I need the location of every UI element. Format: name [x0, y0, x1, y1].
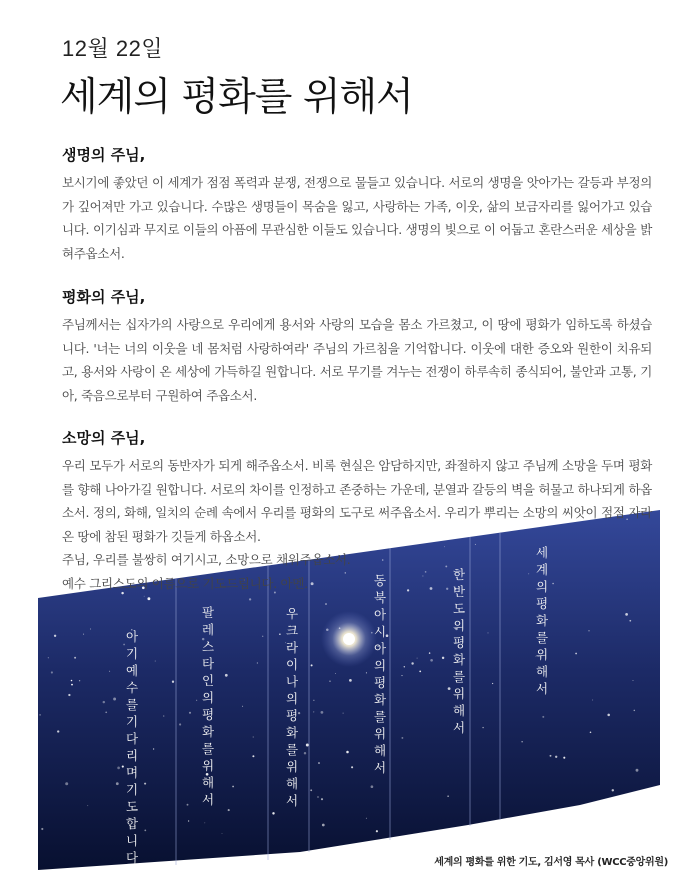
star — [419, 670, 421, 672]
star — [417, 658, 418, 659]
star — [272, 812, 274, 814]
star — [83, 634, 84, 635]
star — [612, 789, 614, 791]
star — [242, 706, 243, 707]
star — [555, 756, 557, 758]
section-hope — [62, 427, 652, 595]
star — [304, 752, 306, 754]
star — [325, 603, 327, 605]
star — [222, 833, 223, 834]
section-body: 보시기에 좋았던 이 세계가 점점 폭력과 분쟁, 전쟁으로 물들고 있습니다. 서로의 생명을 앗아가는 갈등과 부정의가 깊어져만 가고 있습니다. 수많은 생명들이 목숨을 잃고, 사랑하는 가족, 이웃, 삶의 보금자리를 잃어가고 있습니다. 이기심과 무지로 이들의 아픔에 무관심한 이들도 있습니다. 생명의 빛으로 이 어둡고 혼란스러운 세상을 밝혀주옵소서. — [62, 175, 652, 261]
star — [48, 657, 49, 658]
star — [366, 672, 367, 673]
star — [249, 598, 251, 600]
star — [430, 659, 433, 662]
star — [147, 597, 150, 600]
star — [187, 804, 189, 806]
star — [447, 796, 448, 797]
star — [321, 798, 323, 800]
banner-prayer-world: 세계의평화를위해서 — [535, 545, 549, 696]
star — [306, 744, 309, 747]
star — [116, 782, 119, 785]
star — [51, 671, 53, 673]
star — [204, 822, 205, 823]
star — [163, 715, 165, 717]
banner-prayer-korean-peninsula: 한반도의평화를위해서 — [452, 567, 466, 735]
star — [371, 785, 374, 788]
star — [335, 673, 336, 674]
star — [588, 630, 589, 631]
star — [257, 663, 258, 664]
star — [313, 700, 314, 701]
star — [39, 714, 41, 716]
closing-line: 예수 그리스도의 이름으로 기도드립니다. 아멘. — [62, 575, 308, 591]
star — [404, 666, 405, 667]
section-body: 우리 모두가 서로의 동반자가 되게 해주옵소서. 비록 현실은 암담하지만, 좌절하지 않고 주님께 소망을 두며 평화를 향해 나아가길 원합니다. 서로의 차이를 인정하고 존중하는 가운데, 분열과 갈등의 벽을 허물고 하나되게 하옵소서. 정의, 화해, 일치의 순례 속에서 우리를 평화의 도구로 써주옵소서. 우리가 뿌리는 소망의 씨앗이 점점 자라 온 땅에 참된 평화가 깃들게 하옵소서. — [62, 458, 652, 544]
section-peace — [62, 286, 652, 407]
star — [607, 714, 610, 717]
banner-prayer-advent: 아기예수를기다리며기도합니다 — [125, 629, 139, 865]
star — [551, 828, 553, 830]
star — [550, 755, 552, 757]
section-life — [62, 144, 652, 265]
star — [155, 661, 156, 662]
star — [587, 817, 589, 819]
star — [57, 730, 59, 732]
star — [105, 711, 107, 713]
section-heading: 생명의 주님, — [62, 146, 146, 164]
banner-prayer-ukraine: 우크라이나의평화를위해서 — [285, 606, 299, 808]
star — [279, 633, 280, 634]
star — [633, 680, 634, 681]
star — [188, 820, 189, 821]
star — [71, 680, 73, 682]
star — [113, 698, 116, 701]
star — [144, 783, 146, 785]
star — [317, 796, 319, 798]
star — [625, 613, 628, 616]
star — [172, 681, 174, 683]
star — [343, 713, 344, 714]
star — [521, 741, 522, 742]
star — [542, 716, 544, 718]
star — [429, 652, 430, 653]
star — [313, 711, 314, 712]
star — [351, 766, 353, 768]
star — [346, 751, 349, 754]
star — [253, 737, 254, 738]
star — [153, 748, 154, 749]
star — [349, 679, 352, 682]
star — [366, 818, 367, 819]
star — [636, 769, 639, 772]
star — [310, 789, 312, 791]
star — [590, 732, 592, 734]
star — [179, 723, 181, 725]
star — [41, 828, 43, 830]
star — [318, 762, 320, 764]
star — [402, 675, 403, 676]
star — [311, 664, 313, 666]
banner-prayer-northeast-asia: 동북아시아의평화를위해서 — [373, 573, 387, 775]
star — [411, 662, 413, 664]
star — [228, 809, 230, 811]
star — [262, 636, 263, 637]
star — [87, 805, 88, 806]
star — [71, 684, 73, 686]
star — [225, 674, 228, 677]
star — [563, 757, 565, 759]
section-heading: 평화의 주님, — [62, 288, 146, 306]
star — [252, 755, 254, 757]
star — [492, 683, 493, 684]
star — [575, 653, 577, 655]
star — [117, 767, 120, 770]
star — [196, 700, 197, 701]
page-title: 세계의 평화를 위해서 — [60, 75, 413, 120]
star — [54, 635, 56, 637]
star — [189, 712, 191, 714]
star — [442, 657, 444, 659]
star — [629, 620, 631, 622]
moon — [343, 633, 355, 645]
star — [488, 632, 489, 633]
star — [144, 830, 146, 832]
section-body: 주님께서는 십자가의 사랑으로 우리에게 용서와 사랑의 모습을 몸소 가르쳤고, 이 땅에 평화가 임하도록 하셨습니다. '너는 너의 이웃을 네 몸처럼 사랑하여라' 주님의 가르침을 기억합니다. 이웃에 대한 증오와 원한이 치유되고, 용서와 사랑이 온 세상에 가득하길 원합니다. 서로 무기를 겨누는 전쟁이 하루속히 종식되어, 불안과 고통, 기아, 죽음으로부터 구원하여 주옵소서. — [62, 317, 652, 403]
banner-prayer-palestine: 팔레스타인의평화를위해서 — [201, 605, 215, 807]
star — [109, 671, 110, 672]
star — [144, 596, 145, 597]
star — [65, 782, 68, 785]
star — [558, 819, 560, 821]
star — [232, 786, 234, 788]
star — [592, 700, 593, 701]
star — [90, 628, 91, 629]
star — [329, 680, 331, 682]
prayer-credit: 세계의 평화를 위한 기도, 김서영 목사 (WCC중앙위원) — [434, 857, 668, 868]
star — [321, 711, 324, 714]
prayer-date: 12월 22일 — [62, 36, 164, 61]
star — [376, 830, 378, 832]
star — [79, 680, 80, 681]
section-heading: 소망의 주님, — [62, 429, 146, 447]
star — [322, 824, 325, 827]
closing-line: 주님, 우리를 불쌍히 여기시고, 소망으로 채워주옵소서. — [62, 552, 351, 567]
star — [634, 710, 636, 712]
star — [401, 737, 403, 739]
star — [74, 657, 76, 659]
star — [638, 800, 639, 801]
star — [68, 694, 70, 696]
star — [103, 701, 105, 703]
star — [482, 727, 483, 728]
